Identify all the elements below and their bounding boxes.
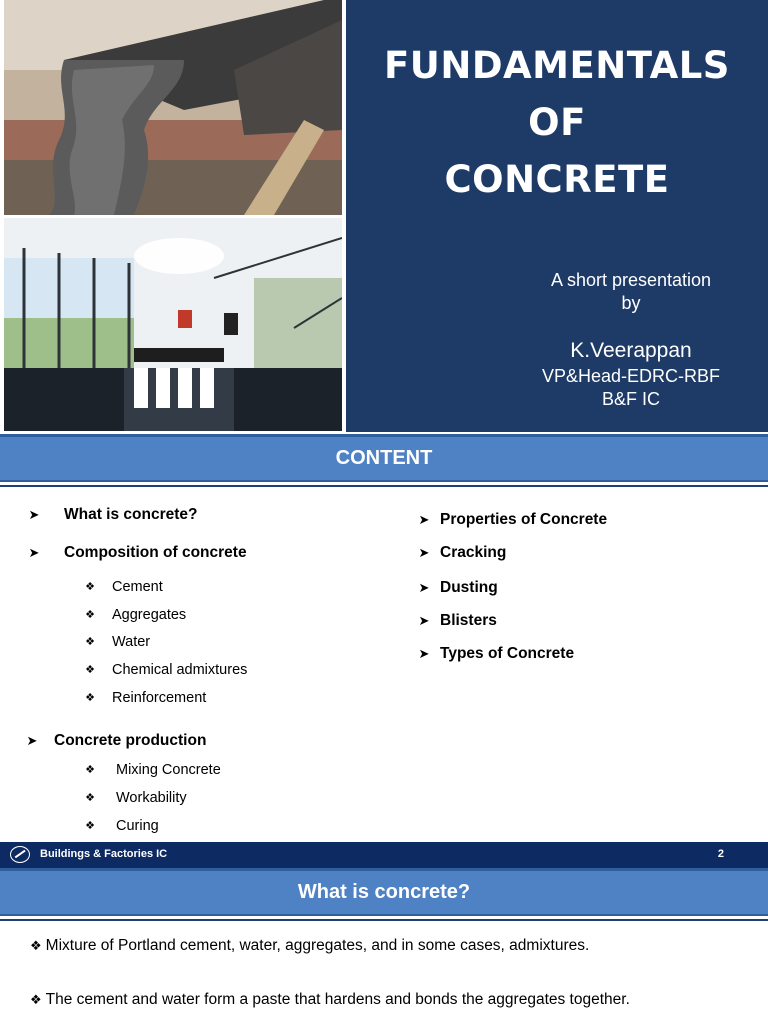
list-item: ➤ Properties of Concrete (418, 511, 608, 528)
list-item: ❖ Cement (85, 579, 163, 595)
arrow-bullet-icon: ➤ (26, 733, 38, 748)
list-item: ➤ Dusting (418, 579, 498, 596)
content-header-title: CONTENT (335, 447, 433, 469)
list-item: ➤ Composition of concrete (28, 544, 247, 561)
arrow-bullet-icon: ➤ (418, 580, 430, 595)
list-item: ❖ Water (85, 634, 151, 650)
title-line-3: CONCRETE (444, 158, 670, 201)
diamond-bullet-icon: ❖ (85, 792, 95, 804)
list-item: ❖ Reinforcement (85, 690, 207, 706)
diamond-bullet-icon: ❖ (30, 992, 42, 1007)
interior-photo (4, 218, 342, 431)
content-slide (0, 434, 768, 868)
list-item: ❖ Mixture of Portland cement, water, aggregates, and in some cases, admixtures. (30, 937, 590, 954)
title-line-2: OF (528, 101, 586, 144)
list-item: ➤ Cracking (418, 544, 507, 561)
title-slide (0, 0, 768, 434)
diamond-bullet-icon: ❖ (30, 938, 42, 953)
list-item: ➤ Blisters (418, 612, 497, 629)
list-item: ❖ Mixing Concrete (85, 762, 221, 778)
author-role: VP&Head-EDRC-RBF (541, 366, 721, 386)
slide-footer (0, 842, 768, 868)
list-item: ➤ What is concrete? (28, 506, 198, 523)
title-line-1: FUNDAMENTALS (384, 44, 730, 87)
page-number: 2 (717, 848, 724, 860)
arrow-bullet-icon: ➤ (418, 613, 430, 628)
list-item: ❖ Workability (85, 790, 187, 806)
author-org: B&F IC (601, 389, 660, 409)
list-item: ➤ Concrete production (26, 732, 207, 749)
footer-org: Buildings & Factories IC (40, 848, 168, 860)
title-panel (346, 0, 768, 432)
list-item: ❖ Curing (85, 818, 159, 834)
subtitle-line-2: by (621, 293, 641, 313)
definition-slide (0, 868, 768, 1024)
arrow-bullet-icon: ➤ (418, 646, 430, 661)
diamond-bullet-icon: ❖ (85, 764, 95, 776)
diamond-bullet-icon: ❖ (85, 664, 95, 676)
list-item: ❖ Chemical admixtures (85, 662, 248, 678)
list-item: ➤ Types of Concrete (418, 645, 575, 662)
arrow-bullet-icon: ➤ (28, 545, 40, 560)
diamond-bullet-icon: ❖ (85, 581, 95, 593)
diamond-bullet-icon: ❖ (85, 692, 95, 704)
lt-logo-icon (10, 846, 30, 863)
arrow-bullet-icon: ➤ (418, 512, 430, 527)
diamond-bullet-icon: ❖ (85, 636, 95, 648)
definition-header (0, 868, 768, 916)
arrow-bullet-icon: ➤ (28, 507, 40, 522)
concrete-pour-photo (4, 0, 342, 215)
diamond-bullet-icon: ❖ (85, 609, 95, 621)
subtitle-line-1: A short presentation (550, 270, 712, 290)
list-item: ❖ Aggregates (85, 607, 187, 623)
definition-header-title: What is concrete? (297, 881, 471, 903)
author-name: K.Veerappan (570, 339, 692, 362)
arrow-bullet-icon: ➤ (418, 545, 430, 560)
diamond-bullet-icon: ❖ (85, 820, 95, 832)
list-item: ❖ The cement and water form a paste that hardens and bonds the aggregates together. (30, 991, 630, 1008)
content-header (0, 434, 768, 482)
